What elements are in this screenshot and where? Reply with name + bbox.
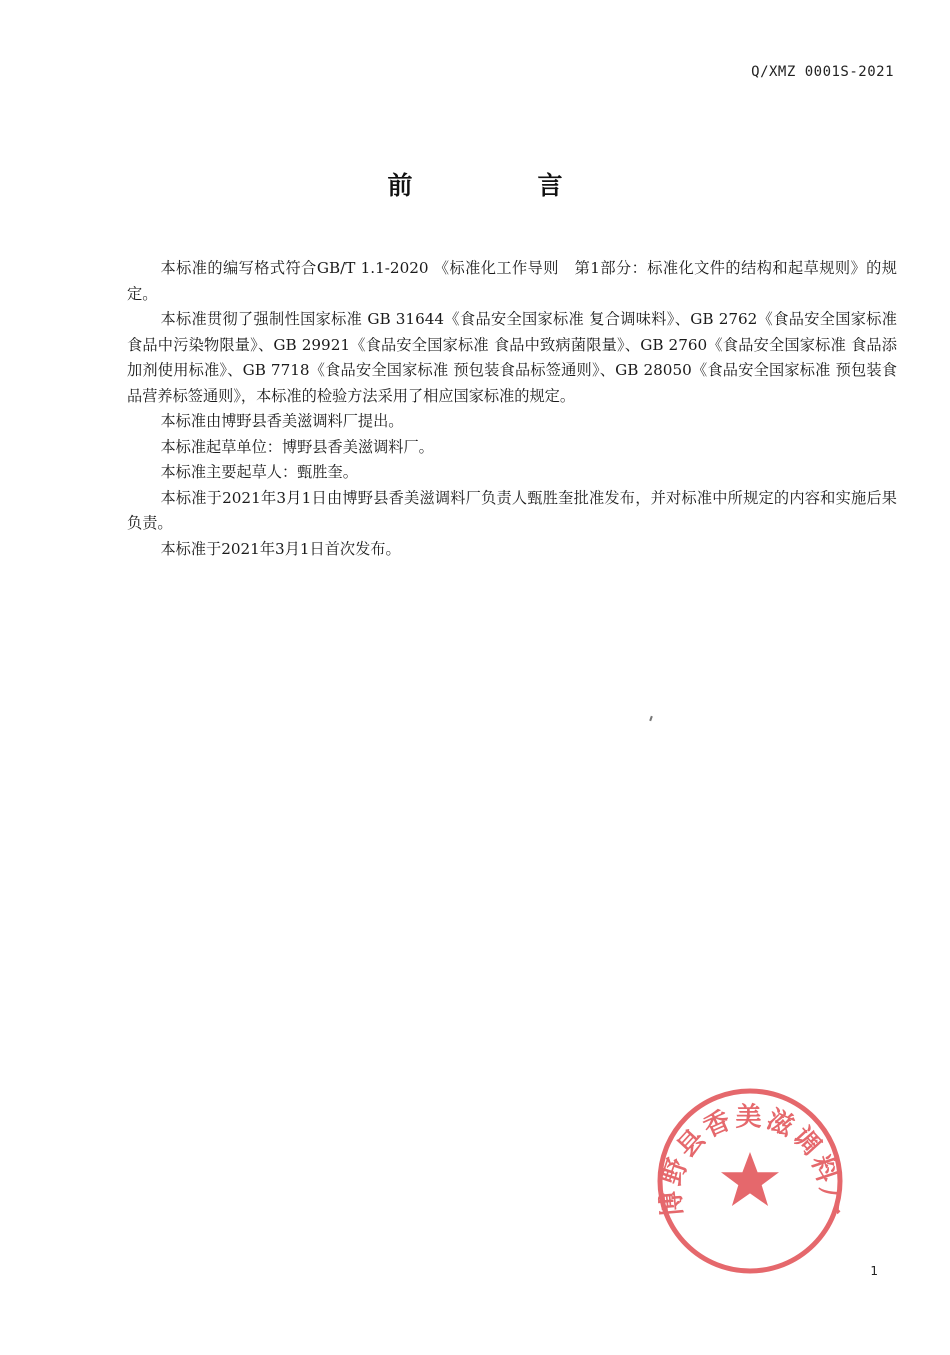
paragraph-proposer: 本标准由博野县香美滋调料厂提出。	[160, 412, 404, 430]
paragraph-referenced-standards: 本标准贯彻了强制性国家标准 GB 31644《食品安全国家标准 复合调味料》、GB 2762《食品安全国家标准 食品中污染物限量》、GB 29921《食品安全国家标准 食品中致病菌限量》、GB 2760《食品安全国家标准 食品添加剂使用标准》、GB 7718《食品安全国家标准 预包装食品标签通则》、GB 28050《食品安全国家标准 预包装食品营养标签通则》，本标准的检验方法采用了相应国家标准的规定。	[127, 310, 897, 405]
company-seal-stamp	[655, 1086, 845, 1276]
foreword-body	[127, 256, 897, 562]
paragraph-drafting-unit: 本标准起草单位：博野县香美滋调料厂。	[160, 437, 434, 456]
svg-text:博野县香美滋调料厂: 博野县香美滋调料厂	[656, 1102, 844, 1219]
document-code: Q/XMZ 0001S-2021	[751, 64, 894, 80]
star-icon	[721, 1152, 779, 1206]
paragraph-drafter: 本标准主要起草人：甄胜奎。	[160, 463, 358, 481]
page-title: 前 言	[387, 171, 613, 200]
paragraph-format: 本标准的编写格式符合GB/T 1.1-2020 《标准化工作导则 第1部分：标准化文件的结构和起草规则》的规定。	[127, 259, 897, 303]
paragraph-first-release: 本标准于2021年3月1日首次发布。	[160, 539, 401, 558]
page-number: 1	[870, 1264, 878, 1278]
paragraph-approval: 本标准于2021年3月1日由博野县香美滋调料厂负责人甄胜奎批准发布，并对标准中所规定的内容和实施后果负责。	[127, 488, 897, 532]
scan-speck	[649, 716, 653, 721]
